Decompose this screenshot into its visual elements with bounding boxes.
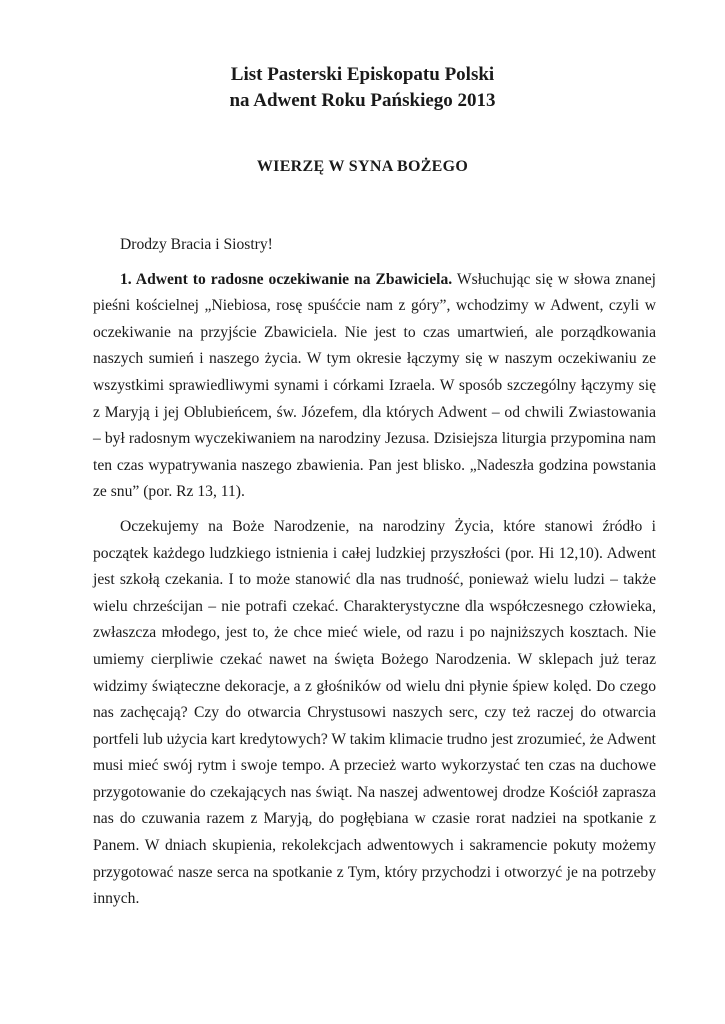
paragraph-1-text: Wsłuchując się w słowa znanej pieśni kościelnej „Niebiosa, rosę spuśćcie nam z góry”, wchodzimy w Adwent, czyli w oczekiwanie na przyjście Zbawiciela. Nie jest to czas umartwień, ale porządkowania naszych sumień i naszego życia. W tym okresie łączymy się w naszym oczekiwaniu ze wszystkimi sprawiedliwymi synami i córkami Izraela. W sposób szczególny łączymy się z Maryją i jej Oblubieńcem, św. Józefem, dla których Adwent – od chwili Zwiastowania – był radosnym wyczekiwaniem na narodziny Jezusa. Dzisiejsza liturgia przypomina nam ten czas wypatrywania naszego zbawienia. Pan jest blisko. „Nadeszła godzina powstania ze snu” (por. Rz 13, 11). bbox=[93, 270, 656, 501]
paragraph-2: Oczekujemy na Boże Narodzenie, na narodziny Życia, które stanowi źródło i początek każdego ludzkiego istnienia i całej ludzkiej przyszłości (por. Hi 12,10). Adwent jest szkołą czekania. I to może stanowić dla nas trudność, ponieważ wielu ludzi – także wielu chrześcijan – nie potrafi czekać. Charakterystyczne dla współczesnego człowieka, zwłaszcza młodego, jest to, że chce mieć wiele, od razu i po najniższych kosztach. Nie umiemy cierpliwie czekać nawet na święta Bożego Narodzenia. W sklepach już teraz widzimy świąteczne dekoracje, a z głośników od wielu dni płynie śpiew kolęd. Do czego nas zachęcają? Czy do otwarcia Chrystusowi naszych serc, czy też raczej do otwarcia portfeli lub użycia kart kredytowych? W takim klimacie trudno jest zrozumieć, że Adwent musi mieć swój rytm i swoje tempo. A przecież warto wykorzystać ten czas na duchowe przygotowanie do czekających nas świąt. Na naszej adwentowej drodze Kościół zaprasza nas do czuwania razem z Maryją, do pogłębiana w czasie rorat nadziei na spotkanie z Panem. W dniach skupienia, rekolekcjach adwentowych i sakramencie pokuty możemy przygotować nasze serca na spotkanie z Tym, który przychodzi i otworzyć je na potrzeby innych. bbox=[93, 517, 656, 908]
section-heading: WIERZĘ W SYNA BOŻEGO bbox=[256, 158, 469, 175]
title-line-1: List Pasterski Episkopatu Polski bbox=[230, 64, 495, 85]
paragraph-1 bbox=[93, 267, 656, 506]
title-line-2: na Adwent Roku Pańskiego 2013 bbox=[229, 90, 496, 111]
letter-body bbox=[93, 232, 656, 913]
document-title bbox=[0, 62, 725, 114]
greeting: Drodzy Bracia i Siostry! bbox=[120, 236, 273, 253]
paragraph-1-lead: 1. Adwent to radosne oczekiwanie na Zbawiciela. bbox=[120, 270, 453, 288]
